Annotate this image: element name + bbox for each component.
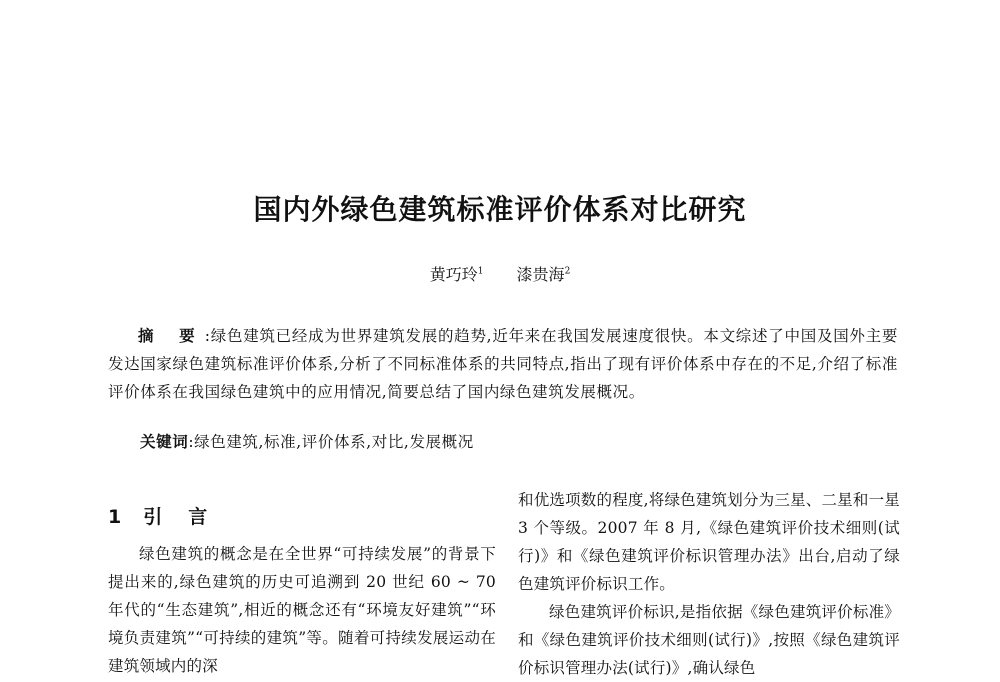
left-paragraph-1: 绿色建筑的概念是在全世界“可持续发展”的背景下提出来的,绿色建筑的历史可追溯到 20 世纪 60 ~ 70 年代的“生态建筑”,相近的概念还有“环境友好建筑”“环境负责建筑”“可持续的建筑”等。随着可持续发展运动在建筑领域内的深 [108, 545, 496, 675]
paper-title: 国内外绿色建筑标准评价体系对比研究 [253, 193, 747, 226]
right-paragraph-1: 和优选项数的程度,将绿色建筑划分为三星、二星和一星 3 个等级。2007 年 8 月,《绿色建筑评价技术细则(试行)》和《绿色建筑评价标识管理办法》出台,启动了绿色建筑评价标识工作。 [518, 491, 900, 593]
section-1-number: 1 [108, 506, 122, 528]
left-column [108, 540, 496, 680]
author-2-name: 漆贵海 [516, 265, 565, 284]
right-column [518, 486, 900, 682]
author-1-name: 黄巧玲 [429, 265, 478, 284]
keywords-text: :绿色建筑,标准,评价体系,对比,发展概况 [188, 433, 474, 451]
author-2 [517, 265, 571, 284]
author-1-affiliation: 1 [477, 266, 484, 277]
author-list [0, 262, 1000, 285]
keywords [140, 430, 900, 452]
abstract-label: 摘 要 [138, 326, 205, 345]
right-paragraph-2: 绿色建筑评价标识,是指依据《绿色建筑评价标准》和《绿色建筑评价技术细则(试行)》,按照《绿色建筑评价标识管理办法(试行)》,确认绿色 [518, 603, 900, 677]
author-1 [430, 265, 484, 284]
keywords-label: 关键词 [140, 433, 189, 451]
abstract-text: :绿色建筑已经成为世界建筑发展的趋势,近年来在我国发展速度很快。本文综述了中国及国外主要发达国家绿色建筑标准评价体系,分析了不同标准体系的共同特点,指出了现有评价体系中存在的不足,介绍了标准评价体系在我国绿色建筑中的应用情况,简要总结了国内绿色建筑发展概况。 [108, 327, 898, 401]
section-1-heading [108, 502, 233, 529]
author-2-affiliation: 2 [564, 266, 571, 277]
abstract [108, 322, 898, 406]
section-1-title: 引言 [143, 506, 234, 528]
